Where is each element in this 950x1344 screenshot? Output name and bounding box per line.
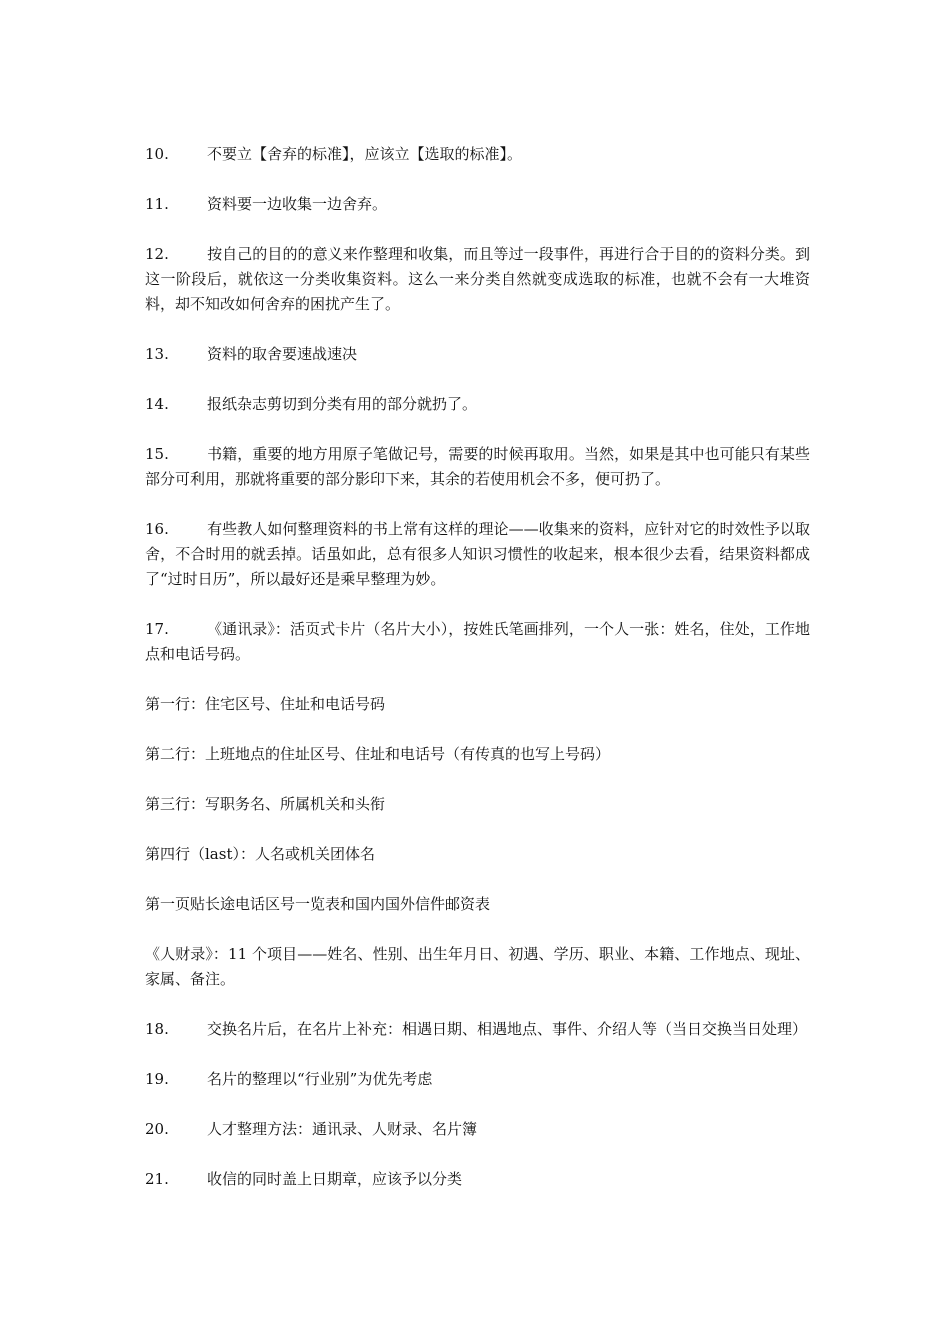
plain-paragraph: 第三行：写职务名、所属机关和头衔: [145, 795, 386, 813]
item-text: 报纸杂志剪切到分类有用的部分就扔了。: [207, 395, 478, 413]
item-text: 书籍，重要的地方用原子笔做记号，需要的时候再取用。当然，如果是其中也可能只有某些部分可利用，那就将重要的部分影印下来，其余的若使用机会不多，便可扔了。: [145, 445, 810, 488]
item-number: 15.: [145, 445, 169, 463]
item-number: 10.: [145, 145, 169, 163]
list-item: [145, 192, 810, 217]
document-body: [145, 142, 810, 1217]
item-text: 资料要一边收集一边舍弃。: [207, 195, 388, 213]
list-item: [145, 1067, 810, 1092]
item-number: 14.: [145, 395, 169, 413]
item-text: 收信的同时盖上日期章，应该予以分类: [207, 1170, 463, 1188]
list-item: [145, 1117, 810, 1142]
item-text: 按自己的目的的意义来作整理和收集，而且等过一段事件，再进行合于目的的资料分类。到这一阶段后，就依这一分类收集资料。这么一来分类自然就变成选取的标准，也就不会有一大堆资料，却不知改如何舍弃的困扰产生了。: [145, 245, 810, 313]
item-text: 有些教人如何整理资料的书上常有这样的理论——收集来的资料，应针对它的时效性予以取舍，不合时用的就丢掉。话虽如此，总有很多人知识习惯性的收起来，根本很少去看，结果资料都成了“过时日历”，所以最好还是乘早整理为妙。: [145, 520, 810, 588]
plain-paragraph: 第一行：住宅区号、住址和电话号码: [145, 695, 386, 713]
plain-paragraph: 第四行（last）：人名或机关团体名: [145, 845, 375, 863]
list-item: [145, 142, 810, 167]
item-text: 名片的整理以“行业别”为优先考虑: [207, 1070, 433, 1088]
item-text: 不要立【舍弃的标准】，应该立【选取的标准】。: [207, 145, 523, 163]
plain-paragraph: 第一页贴长途电话区号一览表和国内国外信件邮资表: [145, 895, 491, 913]
item-number: 17.: [145, 620, 169, 638]
item-number: 13.: [145, 345, 169, 363]
plain-paragraph: 《人财录》：11 个项目——姓名、性别、出生年月日、初遇、学历、职业、本籍、工作地点、现址、家属、备注。: [145, 945, 810, 988]
item-number: 12.: [145, 245, 169, 263]
item-text: 交换名片后，在名片上补充：相遇日期、相遇地点、事件、介绍人等（当日交换当日处理）: [207, 1020, 808, 1038]
item-number: 11.: [145, 195, 169, 213]
list-item: [145, 342, 810, 367]
item-number: 16.: [145, 520, 169, 538]
item-number: 18.: [145, 1020, 169, 1038]
item-number: 20.: [145, 1120, 169, 1138]
list-item: [145, 392, 810, 417]
item-text: 资料的取舍要速战速决: [207, 345, 358, 363]
item-number: 21.: [145, 1170, 169, 1188]
list-item: [145, 442, 810, 492]
item-text: 《通讯录》：活页式卡片（名片大小），按姓氏笔画排列，一个人一张：姓名，住处，工作地点和电话号码。: [145, 620, 810, 663]
list-item: [145, 517, 810, 592]
list-item: [145, 617, 810, 667]
list-item: [145, 1017, 810, 1042]
item-number: 19.: [145, 1070, 169, 1088]
item-text: 人才整理方法：通讯录、人财录、名片簿: [207, 1120, 478, 1138]
list-item: [145, 1167, 810, 1192]
list-item: [145, 242, 810, 317]
plain-paragraph: 第二行：上班地点的住址区号、住址和电话号（有传真的也写上号码）: [145, 745, 611, 763]
